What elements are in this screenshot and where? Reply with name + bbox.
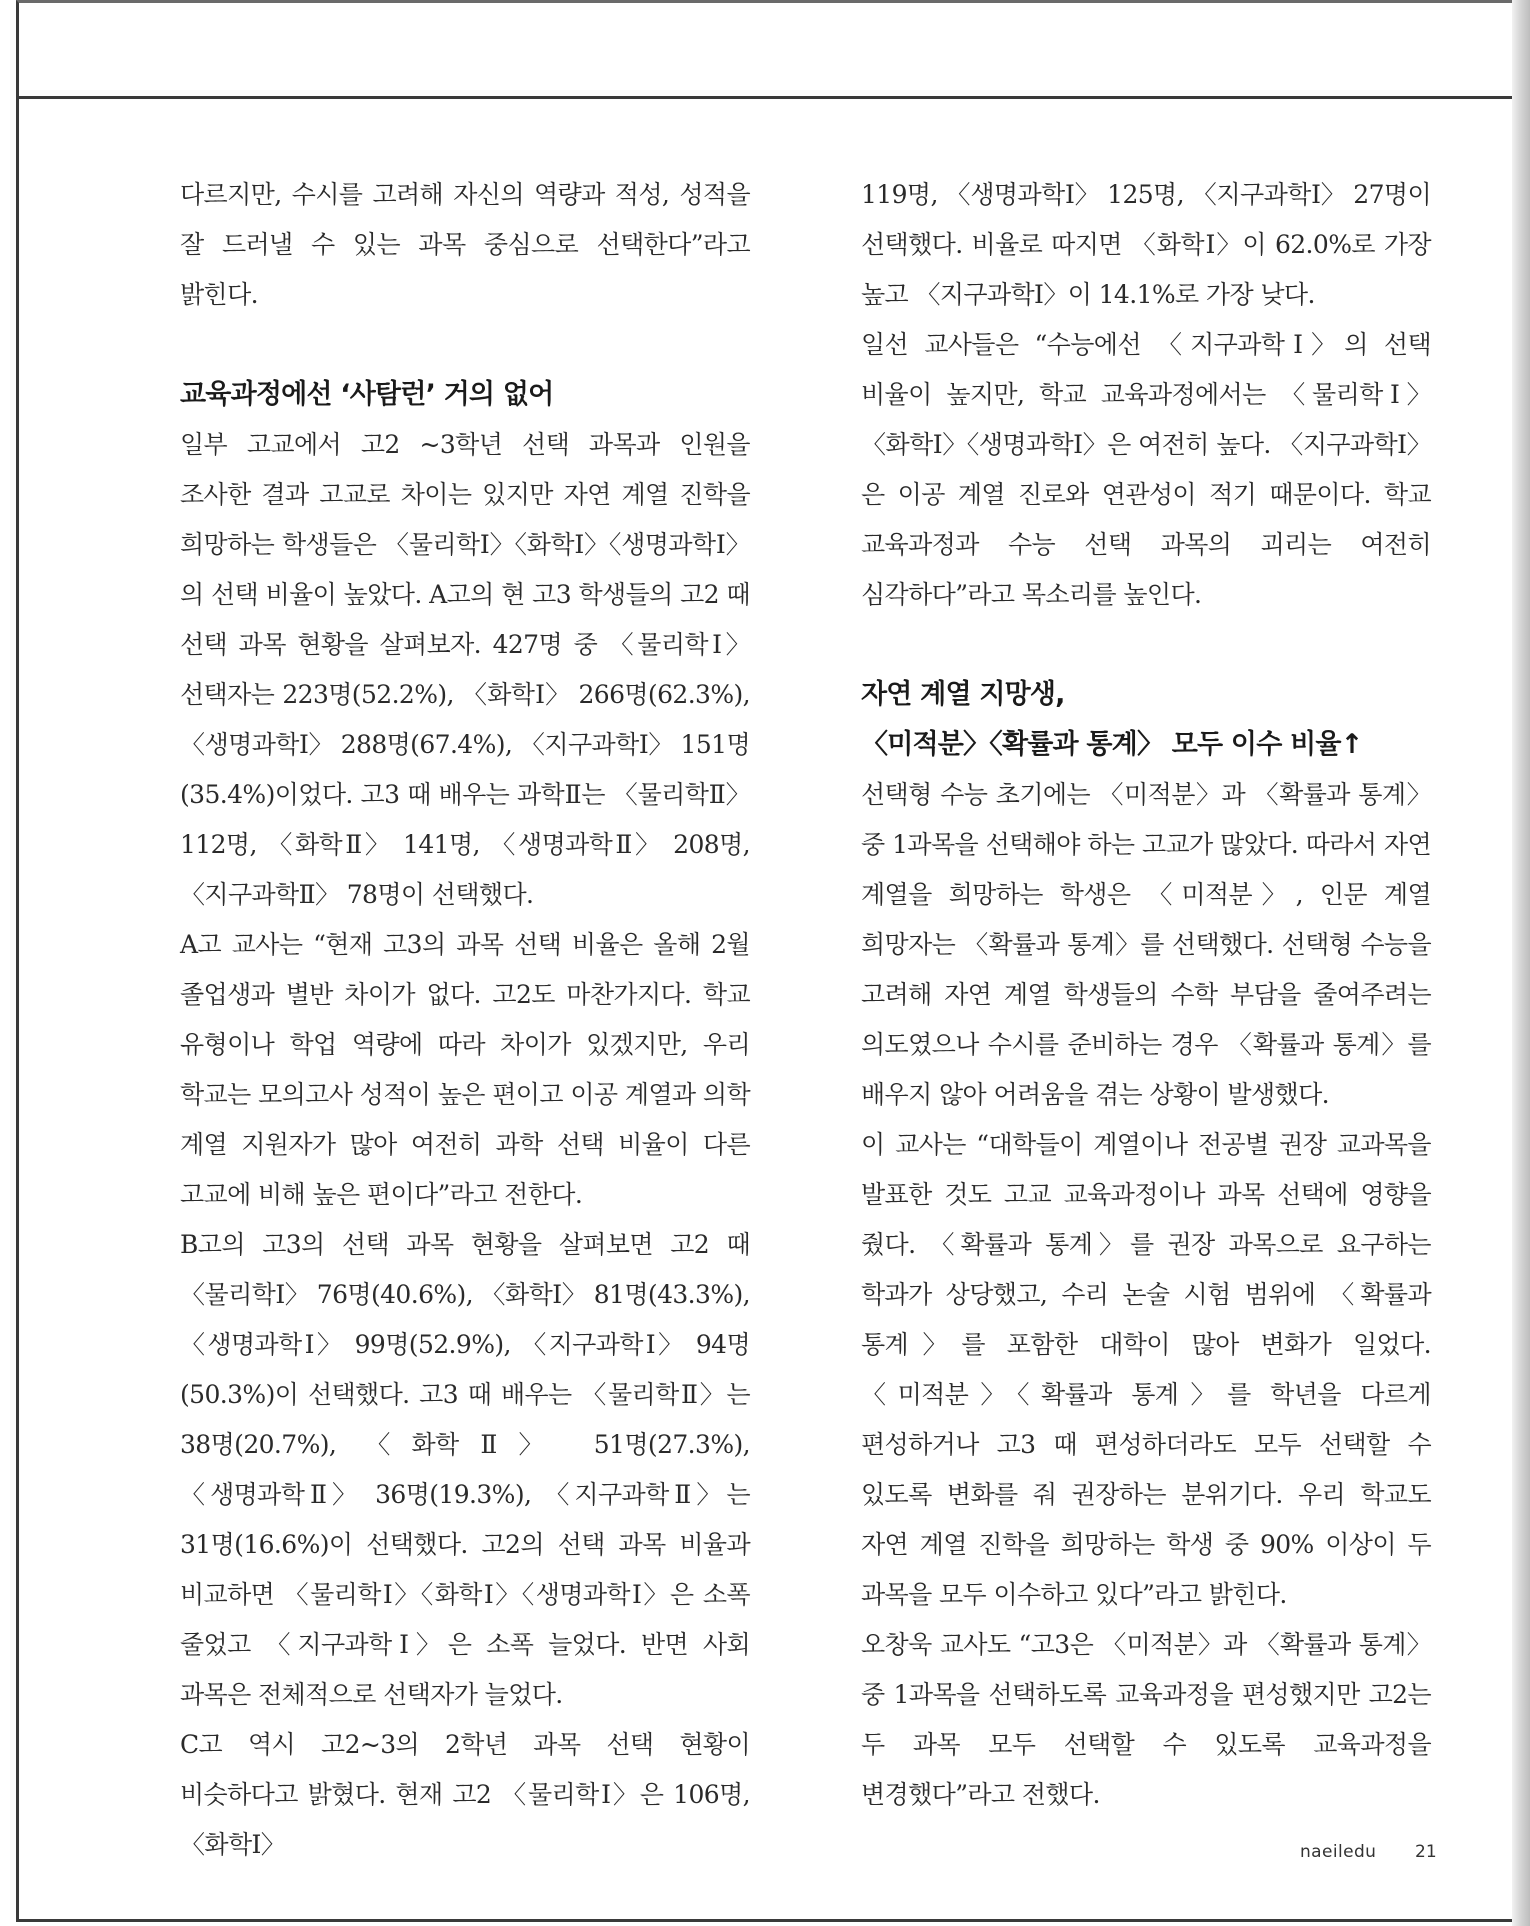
body-paragraph: 119명, 〈생명과학Ⅰ〉 125명, 〈지구과학Ⅰ〉 27명이 선택했다. 비율로 따지면 〈화학Ⅰ〉이 62.0%로 가장 높고 〈지구과학Ⅰ〉이 14.1%로 가장 낮다. xyxy=(861,180,1431,309)
body-paragraph: 일부 고교에서 고2 ~3학년 선택 과목과 인원을 조사한 결과 고교로 차이는 있지만 자연 계열 진학을 희망하는 학생들은 〈물리학Ⅰ〉〈화학Ⅰ〉〈생명과학Ⅰ〉의 선택 비율이 높았다. A고의 현 고3 학생들의 고2 때 선택 과목 현황을 살펴보자. 427명 중 〈물리학Ⅰ〉 선택자는 223명(52.2%), 〈화학Ⅰ〉 266명(62.3%), 〈생명과학Ⅰ〉 288명(67.4%), 〈지구과학Ⅰ〉 151명(35.4%)이었다. 고3 때 배우는 과학Ⅱ는 〈물리학Ⅱ〉 112명, 〈화학Ⅱ〉 141명, 〈생명과학Ⅱ〉 208명, 〈지구과학Ⅱ〉 78명이 선택했다. xyxy=(180,430,750,909)
body-paragraph: 선택형 수능 초기에는 〈미적분〉과 〈확률과 통계〉 중 1과목을 선택해야 하는 고교가 많았다. 따라서 자연 계열을 희망하는 학생은 〈미적분〉, 인문 계열 희망자는 〈확률과 통계〉를 선택했다. 선택형 수능을 고려해 자연 계열 학생들의 수학 부담을 줄여주려는 의도였으나 수시를 준비하는 경우 〈확률과 통계〉를 배우지 않아 어려움을 겪는 상황이 발생했다. xyxy=(861,780,1431,1109)
section-spacer xyxy=(180,320,750,370)
section-spacer xyxy=(861,620,1431,670)
left-column xyxy=(180,170,750,1870)
page-edge-shadow xyxy=(1512,0,1530,1926)
page-number: 21 xyxy=(1415,1842,1437,1862)
intro-paragraph: 다르지만, 수시를 고려해 자신의 역량과 적성, 성적을 잘 드러낼 수 있는 과목 중심으로 선택한다”라고 밝힌다. xyxy=(180,180,750,309)
section-heading-2-line2: 〈미적분〉〈확률과 통계〉 모두 이수 비율↑ xyxy=(861,729,1363,760)
body-paragraph: B고의 고3의 선택 과목 현황을 살펴보면 고2 때 〈물리학Ⅰ〉 76명(40.6%), 〈화학Ⅰ〉 81명(43.3%), 〈생명과학Ⅰ〉 99명(52.9%), 〈지구과학Ⅰ〉 94명(50.3%)이 선택했다. 고3 때 배우는 〈물리학Ⅱ〉는 38명(20.7%), 〈화학Ⅱ〉 51명(27.3%), 〈생명과학Ⅱ〉 36명(19.3%), 〈지구과학Ⅱ〉는 31명(16.6%)이 선택했다. 고2의 선택 과목 비율과 비교하면 〈물리학Ⅰ〉〈화학Ⅰ〉〈생명과학Ⅰ〉은 소폭 줄었고 〈지구과학Ⅰ〉은 소폭 늘었다. 반면 사회 과목은 전체적으로 선택자가 늘었다. xyxy=(180,1230,750,1709)
body-paragraph: 오창욱 교사도 “고3은 〈미적분〉과 〈확률과 통계〉 중 1과목을 선택하도록 교육과정을 편성했지만 고2는 두 과목 모두 선택할 수 있도록 교육과정을 변경했다”라고 전했다. xyxy=(861,1630,1431,1809)
section-heading-1: 교육과정에선 ‘사탐런’ 거의 없어 xyxy=(180,379,554,410)
section-heading-2-line1: 자연 계열 지망생, xyxy=(861,679,1065,710)
right-column xyxy=(861,170,1431,1820)
body-paragraph: C고 역시 고2~3의 2학년 과목 선택 현황이 비슷하다고 밝혔다. 현재 고2 〈물리학Ⅰ〉은 106명, 〈화학Ⅰ〉 xyxy=(180,1730,750,1859)
footer-brand: naeiledu xyxy=(1300,1842,1377,1862)
body-paragraph: 이 교사는 “대학들이 계열이나 전공별 권장 교과목을 발표한 것도 고교 교육과정이나 과목 선택에 영향을 줬다. 〈확률과 통계〉를 권장 과목으로 요구하는 학과가 상당했고, 수리 논술 시험 범위에 〈확률과 통계〉를 포함한 대학이 많아 변화가 일었다. 〈미적분〉〈확률과 통계〉를 학년을 다르게 편성하거나 고3 때 편성하더라도 모두 선택할 수 있도록 변화를 줘 권장하는 분위기다. 우리 학교도 자연 계열 진학을 희망하는 학생 중 90% 이상이 두 과목을 모두 이수하고 있다”라고 밝힌다. xyxy=(861,1130,1431,1609)
header-rule xyxy=(16,96,1512,99)
body-paragraph: A고 교사는 “현재 고3의 과목 선택 비율은 올해 2월 졸업생과 별반 차이가 없다. 고2도 마찬가지다. 학교 유형이나 학업 역량에 따라 차이가 있겠지만, 우리 학교는 모의고사 성적이 높은 편이고 이공 계열과 의학 계열 지원자가 많아 여전히 과학 선택 비율이 다른 고교에 비해 높은 편이다”라고 전한다. xyxy=(180,930,750,1209)
body-paragraph: 일선 교사들은 “수능에선 〈지구과학Ⅰ〉의 선택 비율이 높지만, 학교 교육과정에서는 〈물리학Ⅰ〉〈화학Ⅰ〉〈생명과학Ⅰ〉은 여전히 높다. 〈지구과학Ⅰ〉은 이공 계열 진로와 연관성이 적기 때문이다. 학교 교육과정과 수능 선택 과목의 괴리는 여전히 심각하다”라고 목소리를 높인다. xyxy=(861,330,1431,609)
